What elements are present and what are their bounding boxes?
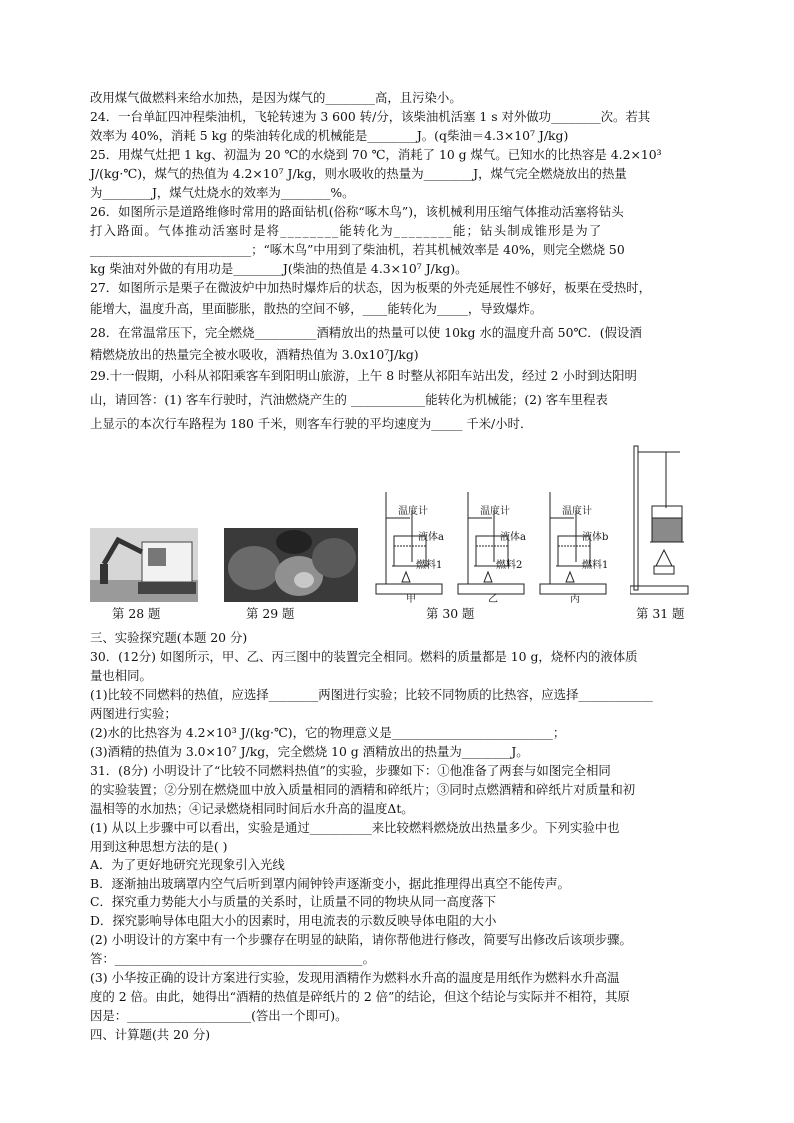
stand-beaker-icon (630, 442, 690, 602)
text-line: (3) 小华按正确的设计方案进行实验，发现用酒精作为燃料水升高的温度是用纸作为燃料水升高温 (90, 970, 620, 985)
question-28: 28．在常温常压下，完全燃烧__________酒精放出的热量可以使 10kg 水的温度升高 50℃．(假设酒 (90, 325, 642, 340)
question-30: 30．(12分) 如图所示，甲、乙、丙三图中的装置完全相同。燃料的质量都是 10 g，烧杯内的液体质 (90, 649, 638, 664)
question-31: 31．(8分) 小明设计了“比较不同燃料热值”的实验，步骤如下：①他准备了两套与如图完全相同 (90, 763, 611, 778)
text-line: 因是：____________________(答出一个即可)。 (90, 1008, 348, 1023)
caption-29: 第 29 题 (246, 606, 295, 621)
road-drill-photo (90, 528, 198, 602)
option-d: D．探究影响导体电阻大小的因素时，用电流表的示数反映导体电阻的大小 (90, 912, 497, 928)
text-line: 的实验装置；②分别在燃烧皿中放入质量相同的酒精和碎纸片；③同时点燃酒精和碎纸片对质量和初 (90, 782, 636, 797)
option-a: A．为了更好地研究光现象引入光线 (90, 857, 285, 872)
text-line: (3)酒精的热值为 3.0×10⁷ J/kg，完全燃烧 10 g 酒精放出的热量为________J。 (90, 744, 529, 759)
text-line: 量也相同。 (90, 668, 152, 683)
caption-30: 第 30 题 (426, 606, 475, 621)
caption-28: 第 28 题 (112, 606, 161, 621)
text-line: (2) 小明设计的方案中有一个步骤存在明显的缺陷，请你帮他进行修改，简要写出修改后该项步骤。 (90, 932, 632, 947)
text-line: 为________J，煤气灶烧水的效率为________%。 (90, 185, 355, 200)
caption-31: 第 31 题 (636, 606, 685, 621)
section-3-title: 三、实验探究题(本题 20 分) (90, 630, 248, 645)
chestnut-photo (224, 528, 358, 602)
text-line: (1) 从以上步骤中可以看出，实验是通过__________来比较燃料燃烧放出热量多少。下列实验中也 (90, 820, 620, 835)
text-line: 用到这种思想方法的是( ) (90, 839, 228, 854)
label-fuel-1-c: 燃料1 (582, 560, 609, 571)
apparatus-figure-31 (630, 442, 690, 602)
question-25: 25．用煤气灶把 1 kg、初温为 20 ℃的水烧到 70 ℃，消耗了 10 g 煤气。已知水的比热容是 4.2×10³ (90, 147, 662, 162)
apparatus-figure-30 (372, 482, 622, 605)
chestnut-icon (224, 528, 358, 602)
text-line: (1)比较不同燃料的热值，应选择________两图进行实验；比较不同物质的比热容，应选择____________ (90, 687, 653, 702)
option-b: B．逐渐抽出玻璃罩内空气后听到罩内闹钟铃声逐渐变小，据此推理得出真空不能传声。 (90, 875, 570, 891)
label-liquid-a-2: 液体a (500, 532, 526, 543)
label-thermometer-c: 温度计 (562, 506, 592, 517)
label-thermometer-a: 温度计 (398, 506, 428, 517)
text-line: 度的 2 倍。由此，她得出“酒精的热值是碎纸片的 2 倍”的结论，但这个结论与实际并不相符，其原 (90, 989, 630, 1004)
option-c: C．探究重力势能大小与质量的关系时，让质量不同的物块从同一高度落下 (90, 894, 496, 909)
figure-row (90, 442, 705, 621)
text-line: J/(kg·℃)，煤气的热值为 4.2×10⁷ J/kg，则水吸收的热量为________J，煤气完全燃烧放出的热量 (90, 166, 627, 181)
text-line: 山，请回答：(1) 客车行驶时，汽油燃烧产生的 ____________能转化为机械能；(2) 客车里程表 (90, 392, 608, 407)
exam-page (90, 88, 705, 1044)
label-thermometer-b: 温度计 (480, 506, 510, 517)
text-line: 两图进行实验； (90, 706, 177, 721)
text-line: 效率为 40%，消耗 5 kg 的柴油转化成的机械能是________J。(q柴油＝4.3×10⁷ J/kg) (90, 128, 569, 143)
question-24: 24．一台单缸四冲程柴油机，飞轮转速为 3 600 转/分，该柴油机活塞 1 s 对外做功________次。若其 (90, 109, 651, 124)
text-line: kg 柴油对外做的有用功是________J(柴油的热值是 4.3×10⁷ J/kg)。 (90, 261, 468, 276)
section-4-title: 四、计算题(共 20 分) (90, 1027, 211, 1042)
label-jia: 甲 (406, 594, 416, 605)
label-yi: 乙 (488, 594, 498, 605)
label-liquid-b: 液体b (582, 532, 609, 543)
options-list (90, 856, 705, 930)
label-fuel-2: 燃料2 (496, 560, 523, 571)
text-line: 能增大，温度升高，里面膨胀，散热的空间不够，____能转化为_____，导致爆炸。 (90, 301, 543, 316)
text-line: 上显示的本次行车路程为 180 千米，则客车行驶的平均速度为_____ 千米/小时． (90, 416, 533, 431)
text-line: (2)水的比热容为 4.2×10³ J/(kg·℃)，它的物理意义是__________________________； (90, 725, 566, 740)
text-line: 答：________________________________________。 (90, 951, 375, 966)
question-29: 29.十一假期，小科从祁阳乘客车到阳明山旅游，上午 8 时整从祁阳车站出发，经过 2 小时到达阳明 (90, 368, 637, 383)
label-liquid-a-1: 液体a (418, 532, 444, 543)
text-line: 精燃烧放出的热量完全被水吸收，酒精热值为 3.0x10⁷J/kg) (90, 347, 419, 362)
text-line: 温相等的水加热；④记录燃烧相同时间后水升高的温度Δt。 (90, 801, 414, 816)
text-line: 打入路面。气体推动活塞时是将________能转化为________能；钻头制成锥形是为了 (90, 223, 603, 238)
label-fuel-1-a: 燃料1 (416, 560, 443, 571)
excavator-icon (90, 528, 198, 602)
text-line: __________________________；“啄木鸟”中用到了柴油机，若其机械效率是 40%，则完全燃烧 50 (90, 242, 625, 257)
question-27: 27．如图所示是栗子在微波炉中加热时爆炸后的状态，因为板栗的外壳延展性不够好，板栗在受热时， (90, 280, 651, 295)
question-26: 26．如图所示是道路维修时常用的路面钻机(俗称“啄木鸟”)，该机械利用压缩气体推动活塞将钻头 (90, 204, 624, 219)
text-line: 改用煤气做燃料来给水加热，是因为煤气的________高，且污染小。 (90, 90, 462, 105)
label-bing: 丙 (570, 594, 580, 605)
